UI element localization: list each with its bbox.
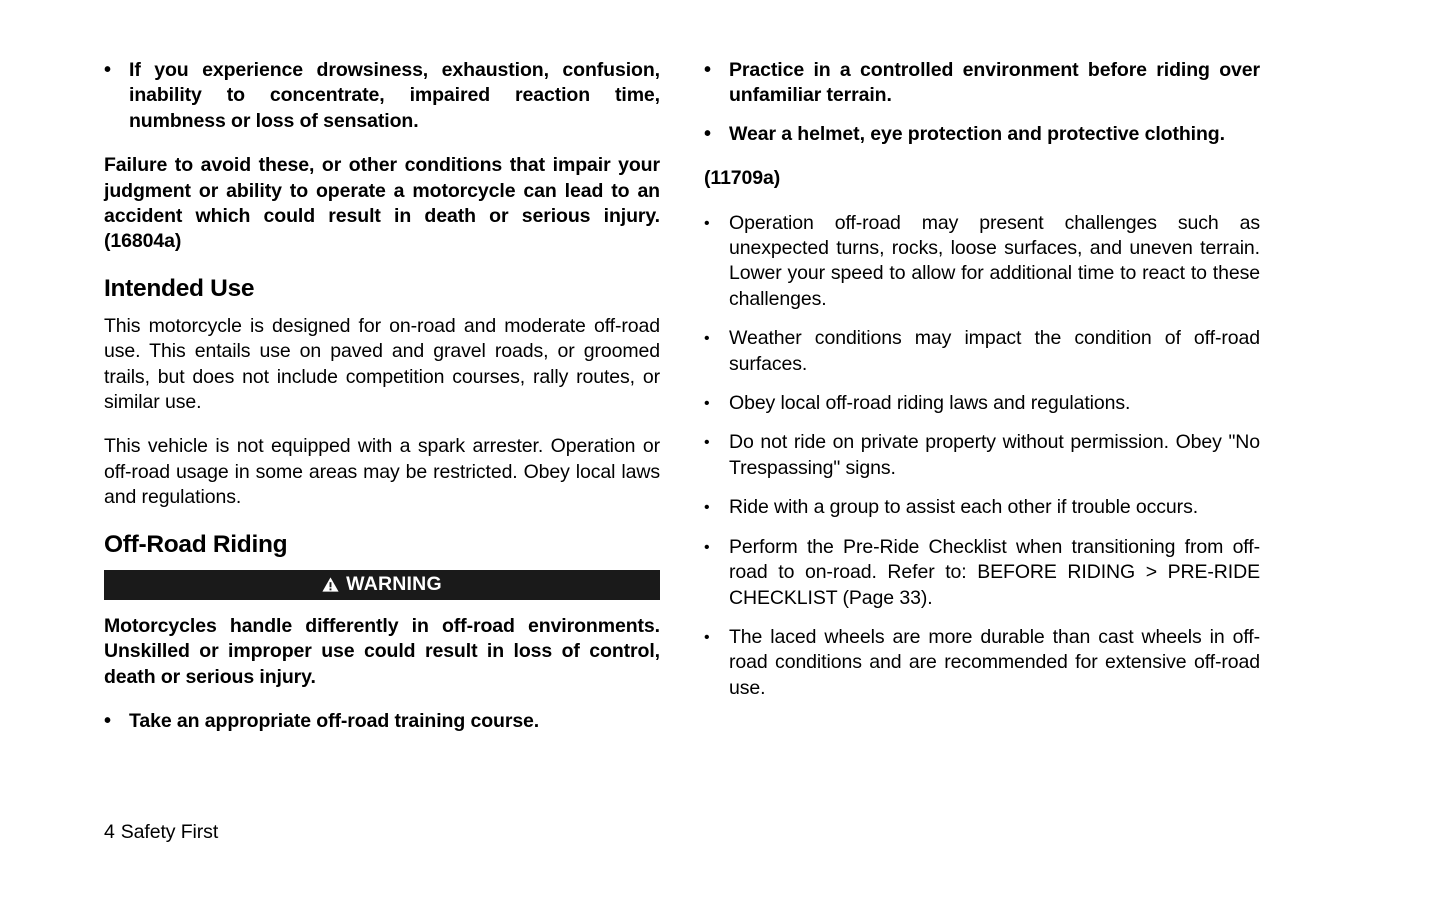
list-item-label: Practice in a controlled environment before riding over unfamiliar terrain. (729, 59, 1260, 107)
list-item (704, 326, 1260, 377)
list-item (704, 122, 1260, 147)
warning-triangle-icon (322, 577, 339, 592)
warning-closing-paragraph: Failure to avoid these, or other conditions that impair your judgment or ability to operate a motorcycle can lead to an accident which could result in death or serious injury. (16804a) (104, 154, 660, 253)
list-item-label: Perform the Pre-Ride Checklist when transitioning from off-road to on-road. Refer to: BEFORE RIDING > PRE-RIDE CHECKLIST (Page 33). (729, 535, 1260, 609)
list-item (704, 430, 1260, 481)
list-item (704, 58, 1260, 109)
page-footer (104, 820, 218, 845)
list-item-label: Obey local off-road riding laws and regulations. (729, 392, 1131, 415)
bullet-icon: • (704, 538, 710, 556)
bullet-icon: • (704, 59, 711, 81)
list-item (704, 391, 1260, 416)
bullet-icon: • (704, 434, 710, 452)
warning-bullet-list-continued (704, 58, 1260, 147)
warning-banner-content (322, 572, 442, 595)
bullet-icon: • (104, 59, 111, 81)
bullet-icon: • (704, 395, 710, 413)
list-item-label: If you experience drowsiness, exhaustion, confusion, inability to concentrate, impaired reaction time, numbness or loss of sensation. (129, 59, 660, 132)
bullet-icon: • (704, 122, 711, 145)
list-item (704, 535, 1260, 611)
two-column-body (104, 58, 1260, 788)
bullet-icon: • (704, 330, 710, 348)
list-item (104, 709, 660, 734)
footer-section-title: Safety First (120, 821, 219, 843)
bullet-icon: • (704, 214, 710, 232)
bullet-icon: • (704, 628, 710, 646)
warning-bullet-list (104, 709, 660, 734)
list-item-label: Do not ride on private property without permission. Obey "No Trespassing" signs. (729, 431, 1260, 479)
list-item-label: Weather conditions may impact the condition of off-road surfaces. (729, 327, 1260, 375)
section-heading-intended-use: Intended Use (104, 274, 255, 302)
list-item (704, 211, 1260, 313)
intended-use-paragraph-1: This motorcycle is designed for on-road and moderate off-road use. This entails use on paved and gravel roads, or groomed trails, but does not include competition courses, rally routes, or similar use. (104, 314, 660, 414)
list-item-label: Operation off-road may present challenges such as unexpected turns, rocks, loose surfaces, and uneven terrain. Lower your speed to allow for additional time to react to these challenges. (729, 211, 1260, 310)
intended-use-paragraph-2: This vehicle is not equipped with a spark arrester. Operation or off-road usage in some areas may be restricted. Obey local laws and regulations. (104, 435, 660, 509)
off-road-tips-list (704, 211, 1260, 702)
list-item-label: The laced wheels are more durable than cast wheels in off-road conditions and are recommended for extensive off-road use. (729, 625, 1260, 699)
warning-reference-code: (11709a) (704, 167, 781, 190)
left-column (104, 58, 660, 753)
warning-continuation-bullet-list (104, 58, 660, 134)
section-heading-off-road-riding: Off-Road Riding (104, 530, 288, 558)
warning-body-text: Motorcycles handle differently in off-road environments. Unskilled or improper use could result in loss of control, death or serious injury. (104, 614, 660, 688)
list-item-label: Take an appropriate off-road training course. (129, 709, 540, 732)
list-item (704, 625, 1260, 701)
list-item (704, 495, 1260, 520)
bullet-icon: • (704, 499, 710, 517)
list-item-label: Wear a helmet, eye protection and protective clothing. (729, 122, 1225, 145)
list-item (104, 58, 660, 134)
warning-banner (104, 570, 660, 600)
list-item-label: Ride with a group to assist each other if trouble occurs. (729, 496, 1199, 519)
warning-banner-label: WARNING (346, 572, 442, 595)
right-column (704, 58, 1260, 720)
bullet-icon: • (104, 709, 111, 732)
footer-page-number: 4 (104, 821, 115, 843)
